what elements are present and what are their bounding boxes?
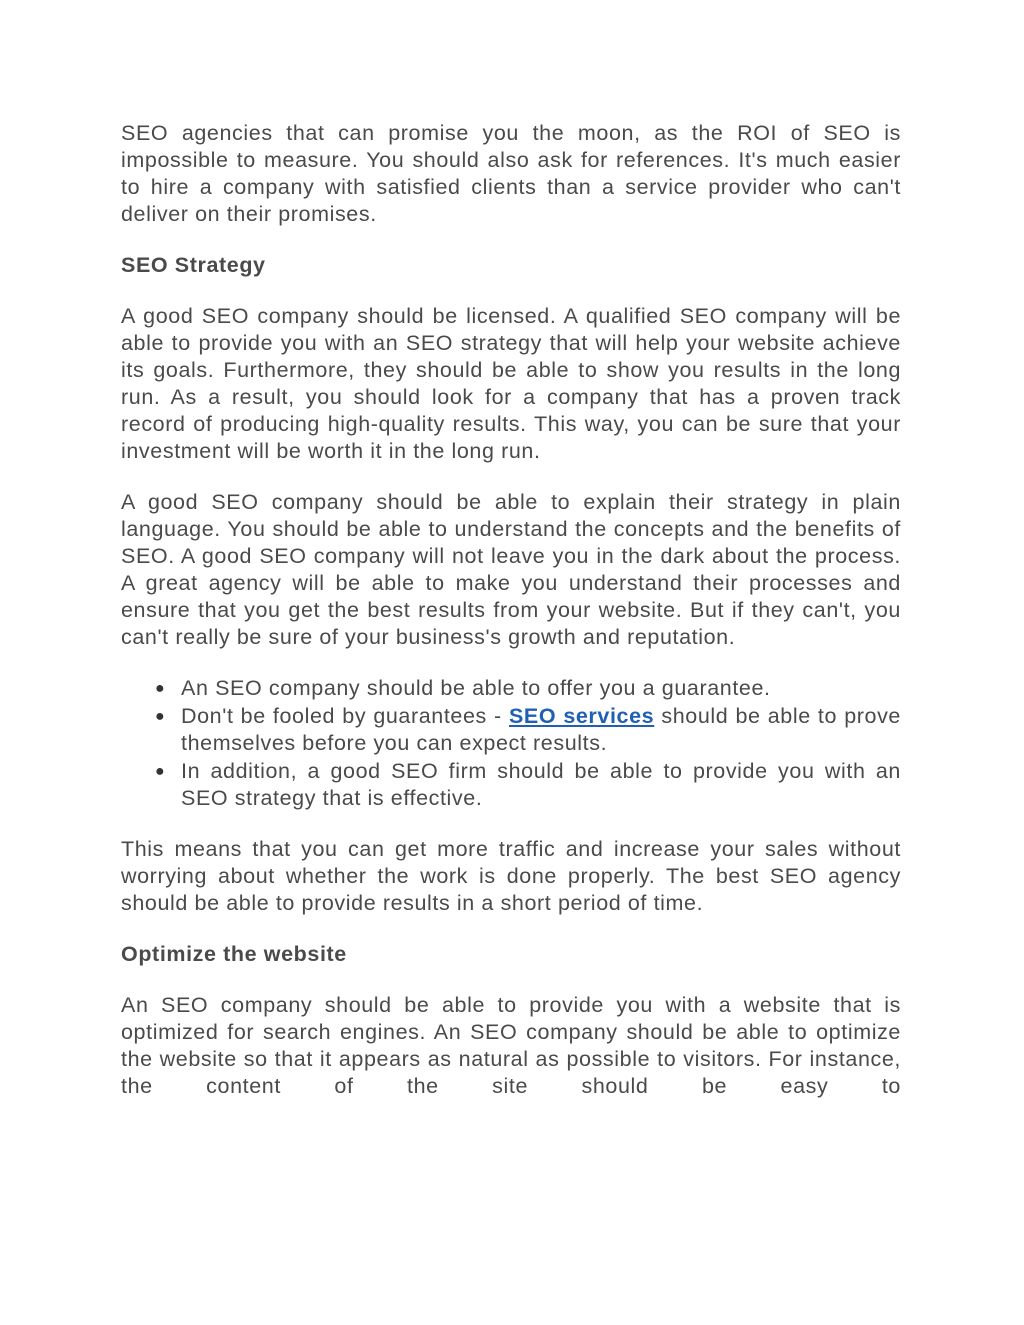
strategy-paragraph-2: A good SEO company should be able to explain their strategy in plain language. You should be able to understand the concepts and the benefits of SEO. A good SEO company will not leave you in the dark about the process. A great agency will be able to make you understand their processes and ensure that you get the best results from your website. But if they can't, you can't really be sure of your business's growth and reputation. <box>121 490 901 649</box>
strategy-paragraph-3: This means that you can get more traffic and increase your sales without worrying about whether the work is done properly. The best SEO agency should be able to provide results in a short period of time. <box>121 837 901 915</box>
list-item <box>155 758 901 812</box>
list-item <box>155 675 901 702</box>
list-item <box>155 703 901 757</box>
optimize-paragraph-1: An SEO company should be able to provide you with a website that is optimized for search engines. An SEO company should be able to optimize the website so that it appears as natural as possible to visitors. For instance, the content of the site should be easy to <box>121 993 901 1098</box>
bullet-icon: ● <box>155 708 166 725</box>
list-item-text-after: should be able to prove themselves before you can expect results. <box>181 704 901 755</box>
intro-paragraph: SEO agencies that can promise you the moon, as the ROI of SEO is impossible to measure. You should also ask for references. It's much easier to hire a company with satisfied clients than a service provider who can't deliver on their promises. <box>121 121 901 226</box>
heading-seo-strategy: SEO Strategy <box>121 253 266 277</box>
list-item-text-before: Don't be fooled by guarantees - <box>181 704 509 728</box>
strategy-paragraph-1: A good SEO company should be licensed. A qualified SEO company will be able to provide you with an SEO strategy that will help your website achieve its goals. Furthermore, they should be able to show you results in the long run. As a result, you should look for a company that has a proven track record of producing high-quality results. This way, you can be sure that your investment will be worth it in the long run. <box>121 304 901 463</box>
heading-optimize-website: Optimize the website <box>121 942 347 966</box>
bullet-icon: ● <box>155 763 166 780</box>
list-item-text: In addition, a good SEO firm should be able to provide you with an SEO strategy that is effective. <box>181 759 901 810</box>
list-item-text: An SEO company should be able to offer you a guarantee. <box>181 676 771 700</box>
seo-services-link[interactable]: SEO services <box>508 704 655 728</box>
bullet-icon: ● <box>155 680 166 697</box>
bullet-list <box>121 675 901 812</box>
document-page <box>121 120 901 1124</box>
